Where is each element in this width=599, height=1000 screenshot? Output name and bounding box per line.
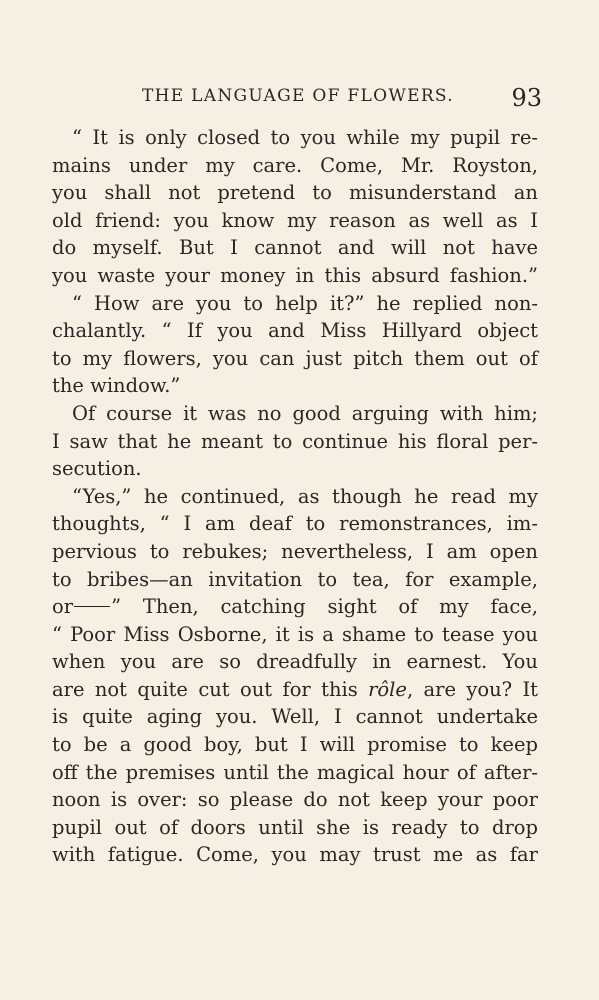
text-line: you waste your money in this absurd fashion.”: [52, 263, 538, 287]
text-line: you shall not pretend to misunderstand an: [52, 181, 538, 205]
text-fragment: are not quite cut out for this: [52, 677, 369, 701]
text-line: secution.: [52, 457, 142, 481]
text-fragment: , are you? It: [406, 677, 538, 701]
text-fragment: ” Then, catching sight of my face,: [111, 595, 538, 619]
text-line: mains under my care. Come, Mr. Royston,: [52, 153, 538, 177]
text-line: do myself. But I cannot and will not have: [52, 236, 538, 260]
text-line: “ How are you to help it?” he replied non-: [72, 291, 538, 315]
text-line: with fatigue. Come, you may trust me as far: [52, 843, 538, 867]
text-line: “ Poor Miss Osborne, it is a shame to tease you: [52, 622, 538, 646]
text-line: old friend: you know my reason as well as I: [52, 208, 538, 232]
text-line: off the premises until the magical hour of after-: [52, 760, 538, 784]
text-line: pupil out of doors until she is ready to drop: [52, 815, 538, 839]
text-line-with-italic: [52, 676, 538, 704]
running-title: THE LANGUAGE OF FLOWERS.: [142, 86, 454, 106]
text-line: “ It is only closed to you while my pupil re-: [72, 126, 538, 149]
text-line: is quite aging you. Well, I cannot undertake: [52, 705, 538, 729]
body-text: [52, 124, 538, 869]
text-line: pervious to rebukes; nevertheless, I am open: [52, 539, 538, 563]
text-line: to bribes—an invitation to tea, for example,: [52, 567, 538, 591]
text-line-with-dash: [52, 593, 538, 621]
page-number: 93: [511, 84, 542, 112]
running-head: [52, 84, 542, 114]
text-line: to my flowers, you can just pitch them out of: [52, 346, 538, 370]
text-line: the window.”: [52, 374, 181, 398]
text-line: I saw that he meant to continue his floral per-: [52, 429, 538, 453]
text-line: when you are so dreadfully in earnest. You: [52, 650, 538, 674]
text-fragment: or: [52, 595, 74, 619]
text-line: thoughts, “ I am deaf to remonstrances, im-: [52, 512, 538, 536]
em-dash-rule: [74, 606, 110, 607]
text-line: to be a good boy, but I will promise to keep: [52, 733, 538, 757]
text-line: chalantly. “ If you and Miss Hillyard object: [52, 319, 538, 343]
text-line: Of course it was no good arguing with him;: [72, 401, 538, 425]
text-line: “Yes,” he continued, as though he read my: [72, 484, 538, 508]
text-line: noon is over: so please do not keep your poor: [52, 788, 538, 812]
italic-word: rôle: [368, 677, 407, 701]
